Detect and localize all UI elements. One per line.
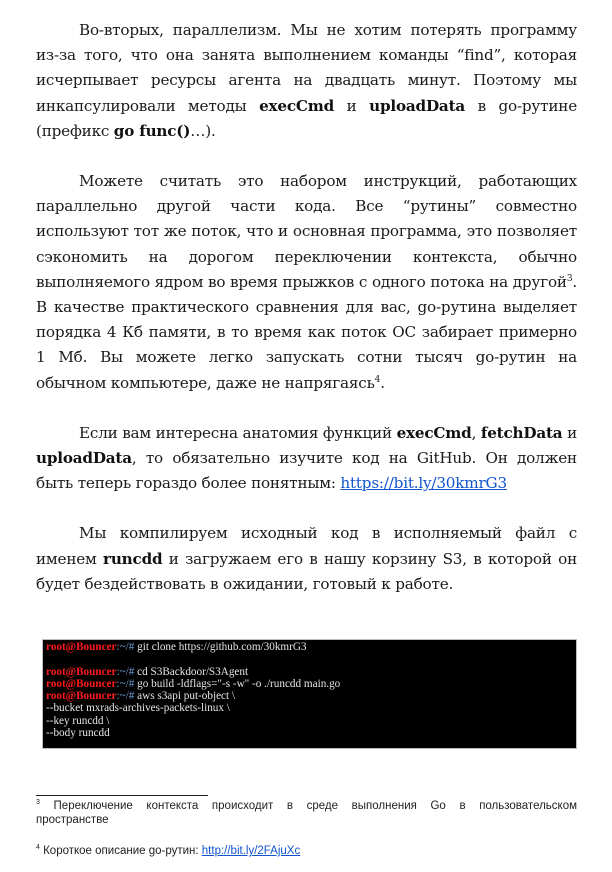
text: в go-рутине (префикс — [36, 96, 577, 140]
paragraph-parallelism — [36, 18, 577, 144]
github-link[interactable]: https://bit.ly/30kmrG3 — [340, 474, 507, 493]
prompt-path: :~/# — [116, 690, 135, 703]
footnote-separator — [36, 795, 208, 796]
footnotes — [36, 799, 577, 858]
text: Если вам интересна анатомия функций — [79, 423, 397, 442]
terminal-screenshot — [42, 639, 577, 749]
terminal-line — [46, 702, 573, 714]
command-text: go build -ldflags="-s -w" -o ./runcdd main.go — [134, 677, 341, 690]
footnote-ref-3[interactable]: 3 — [566, 273, 573, 284]
terminal-line — [46, 678, 573, 690]
text: и — [334, 96, 370, 115]
prompt-user: root@Bouncer — [46, 665, 117, 678]
footnote-number: 3 — [36, 799, 40, 807]
paragraph-compile — [36, 521, 577, 597]
command-text: --body runcdd — [46, 727, 110, 740]
goroutines-link[interactable]: http://bit.ly/2FAjuXc — [201, 845, 301, 857]
terminal-line — [46, 641, 573, 653]
code-term-fetchdata: fetchData — [480, 423, 563, 442]
prompt-path: :~/# — [116, 677, 135, 690]
text: Можете считать это набором инструкций, работающих параллельно другой части кода. Все “рутины” совместно используют тот же поток, что и основная программа, это позволяет сэкономить на дорогом переключении контекста, обычно выполняемого ядром во время прыжков с одного потока на другой — [36, 172, 577, 291]
text: Во-вторых, параллелизм. Мы не хотим потерять программу из-за того, что она занята выполнением команды “find”, которая исчерпывает ресурсы агента на двадцать минут. Поэтому мы инкапсулировали методы — [36, 21, 577, 115]
prompt-path: :~/# — [116, 665, 135, 678]
text: и — [562, 423, 577, 442]
text: , — [471, 423, 481, 442]
text: . — [380, 373, 385, 392]
text: . В качестве практического сравнения для вас, go-рутина выделяет порядка 4 Кб памяти, в то время как поток ОС забирает примерно 1 Мб. Вы можете легко запускать сотни тысяч go-рутин на обычном компьютере, даже не напрягаясь — [36, 272, 577, 392]
command-text: --key runcdd \ — [46, 714, 110, 727]
terminal-line-empty — [46, 653, 573, 665]
code-term-go-func: go func() — [113, 121, 191, 140]
prompt-user: root@Bouncer — [46, 641, 117, 653]
footnote-4 — [36, 844, 577, 858]
paragraph-anatomy — [36, 421, 577, 497]
prompt-path: :~/# — [116, 641, 135, 653]
code-term-execcmd: execCmd — [396, 423, 472, 442]
code-term-uploaddata: uploadData — [36, 449, 132, 468]
terminal-line — [46, 690, 573, 702]
text: и загружаем его в нашу корзину S3, в которой он будет бездействовать в ожидании, готовый к работе. — [36, 549, 578, 593]
text: …). — [190, 121, 216, 140]
footnote-3 — [36, 799, 577, 827]
footnote-text: Переключение контекста происходит в среде выполнения Go в пользовательском пространстве — [36, 800, 577, 826]
prompt-user: root@Bouncer — [46, 677, 117, 690]
paragraph-goroutines — [36, 169, 577, 396]
command-text: git clone https://github.com/30kmrG3 — [134, 641, 307, 653]
prompt-user: root@Bouncer — [46, 690, 117, 703]
footnote-number: 4 — [36, 844, 40, 852]
text: , то обязательно изучите код на GitHub. Он должен быть теперь гораздо более понятным: — [36, 449, 577, 493]
command-text: aws s3api put-object \ — [134, 690, 236, 703]
terminal-line — [46, 666, 573, 678]
document-page — [36, 18, 577, 597]
text: Мы компилируем исходный код в исполняемый файл с именем — [36, 524, 577, 568]
command-text: cd S3Backdoor/S3Agent — [134, 665, 249, 678]
terminal-line — [46, 715, 573, 727]
footnote-text: Короткое описание go-рутин: — [39, 845, 202, 857]
footnote-ref-4[interactable]: 4 — [374, 374, 381, 385]
code-term-execcmd: execCmd — [259, 96, 335, 115]
code-term-runcdd: runcdd — [103, 549, 163, 568]
command-text: --bucket mxrads-archives-packets-linux \ — [46, 702, 230, 715]
code-term-uploaddata: uploadData — [369, 96, 466, 115]
terminal-line — [46, 727, 573, 739]
